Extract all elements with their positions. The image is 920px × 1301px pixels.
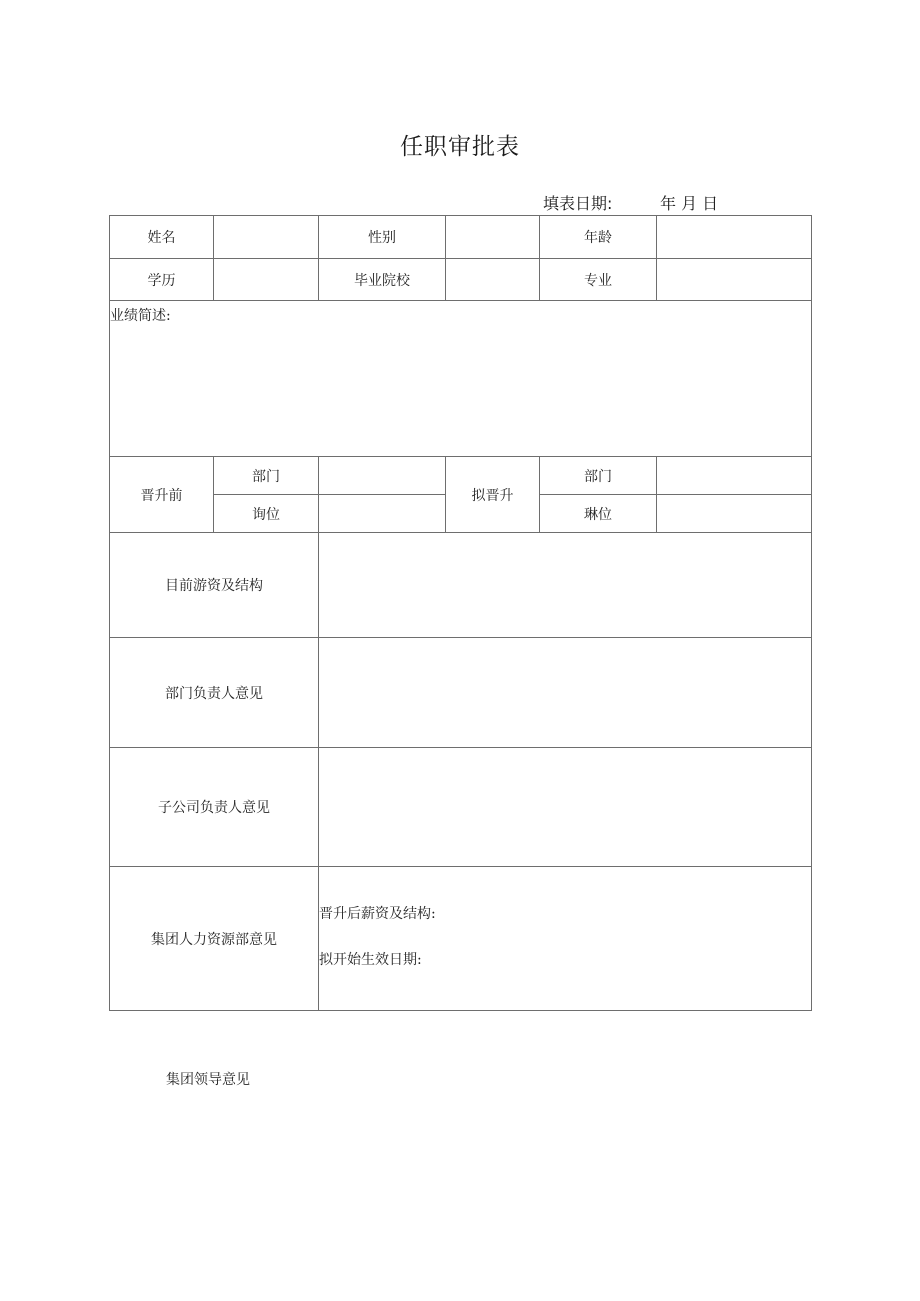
before-position-label: 询位 (214, 495, 319, 533)
group-hr-opinion-label: 集团人力资源部意见 (110, 867, 319, 1011)
group-hr-opinion-field[interactable] (319, 867, 812, 1011)
fill-date-label: 填表日期: (543, 194, 613, 213)
subsidiary-head-opinion-label: 子公司负责人意见 (110, 748, 319, 867)
approval-form-table (109, 215, 812, 1011)
subsidiary-head-row (110, 748, 812, 867)
proposed-position-label: 琳位 (540, 495, 657, 533)
school-field[interactable] (446, 259, 540, 301)
effective-date-label: 拟开始生效日期: (319, 952, 422, 968)
subsidiary-head-opinion-field[interactable] (319, 748, 812, 867)
basic-info-row-1 (110, 216, 812, 259)
proposed-position-field[interactable] (657, 495, 812, 533)
name-label: 姓名 (110, 216, 214, 259)
after-salary-label: 晋升后薪资及结构: (319, 906, 436, 922)
before-dept-field[interactable] (319, 457, 446, 495)
name-field[interactable] (214, 216, 319, 259)
gender-label: 性别 (319, 216, 446, 259)
group-hr-row (110, 867, 812, 1011)
school-label: 毕业院校 (319, 259, 446, 301)
age-field[interactable] (657, 216, 812, 259)
proposed-dept-label: 部门 (540, 457, 657, 495)
education-label: 学历 (110, 259, 214, 301)
promotion-row-1 (110, 457, 812, 495)
before-promotion-label: 晋升前 (110, 457, 214, 533)
current-salary-field[interactable] (319, 533, 812, 638)
performance-summary-label: 业绩简述: (110, 308, 171, 324)
dept-head-opinion-field[interactable] (319, 638, 812, 748)
major-label: 专业 (540, 259, 657, 301)
performance-summary-field[interactable] (110, 301, 812, 457)
form-title: 任职审批表 (400, 134, 520, 160)
before-dept-label: 部门 (214, 457, 319, 495)
basic-info-row-2 (110, 259, 812, 301)
age-label: 年龄 (540, 216, 657, 259)
before-position-field[interactable] (319, 495, 446, 533)
fill-date (543, 191, 719, 214)
current-salary-row (110, 533, 812, 638)
proposed-dept-field[interactable] (657, 457, 812, 495)
education-field[interactable] (214, 259, 319, 301)
current-salary-label: 目前游资及结构 (110, 533, 319, 638)
major-field[interactable] (657, 259, 812, 301)
dept-head-row (110, 638, 812, 748)
group-leader-opinion-label: 集团领导意见 (166, 1072, 250, 1088)
performance-row (110, 301, 812, 457)
proposed-promotion-label: 拟晋升 (446, 457, 540, 533)
fill-date-ymd: 年 月 日 (660, 194, 719, 213)
dept-head-opinion-label: 部门负责人意见 (110, 638, 319, 748)
gender-field[interactable] (446, 216, 540, 259)
